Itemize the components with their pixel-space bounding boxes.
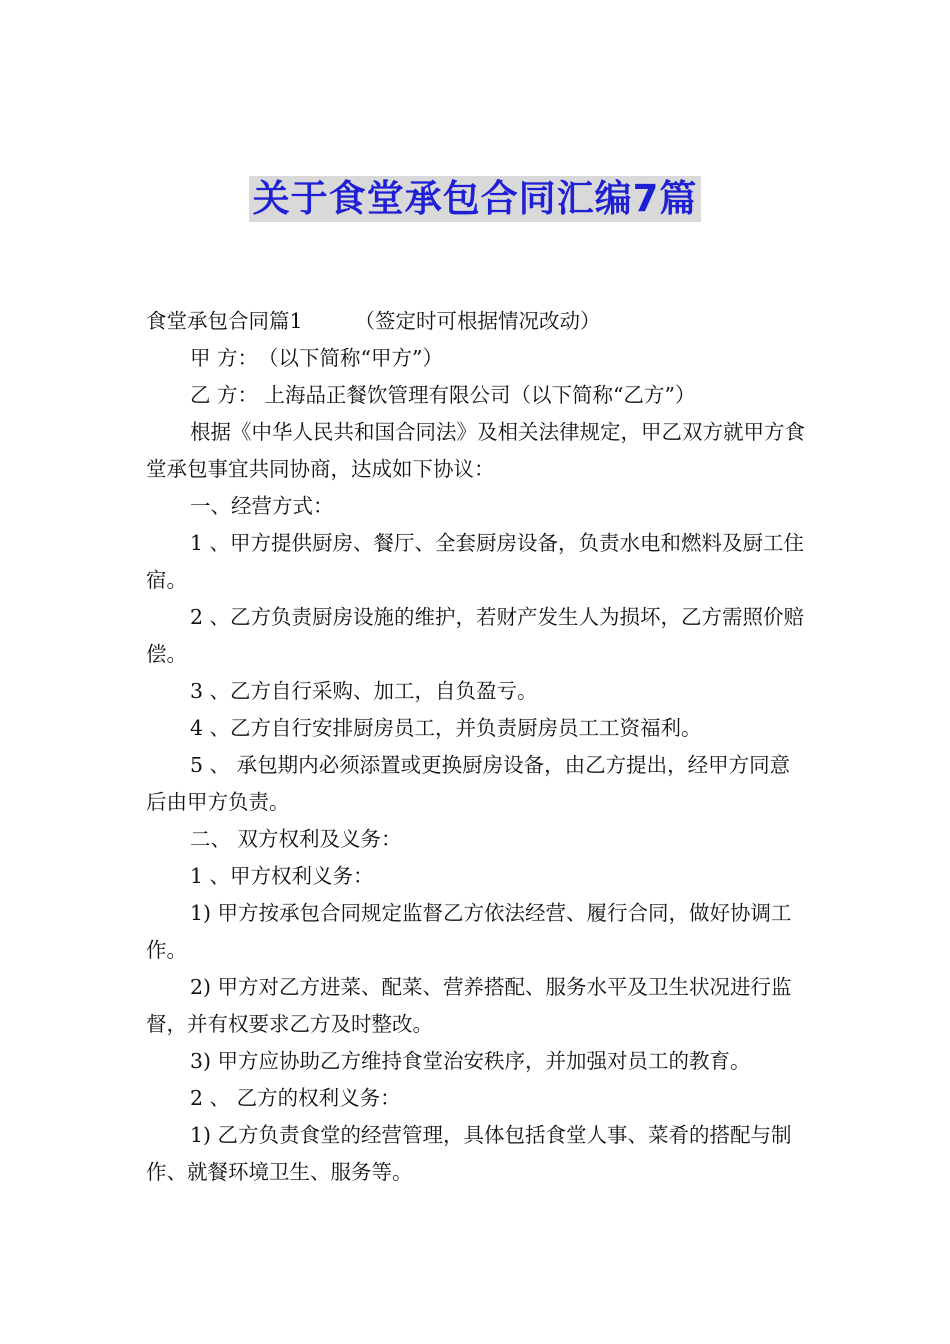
document-title: [0, 176, 950, 222]
clause-1-1: 1 、甲方提供厨房、餐厅、全套厨房设备，负责水电和燃料及厨工住宿。: [146, 531, 805, 592]
clause-a-2: 2) 甲方对乙方进菜、配菜、营养搭配、服务水平及卫生状况进行监督，并有权要求乙方及时整改。: [146, 975, 792, 1036]
clause-1-5: 5 、 承包期内必须添置或更换厨房设备，由乙方提出，经甲方同意后由甲方负责。: [146, 753, 791, 814]
clause-b-1: 1) 乙方负责食堂的经营管理，具体包括食堂人事、菜肴的搭配与制作、就餐环境卫生、服务等。: [146, 1123, 792, 1184]
section-heading-operation: 一、经营方式：: [190, 494, 334, 518]
clause-1-4: 4 、乙方自行安排厨房员工，并负责厨房员工工资福利。: [190, 716, 702, 740]
subsection-party-b: 2 、 乙方的权利义务：: [190, 1086, 401, 1110]
clause-1-3: 3 、乙方自行采购、加工，自负盈亏。: [190, 679, 538, 703]
contract-heading-label: 食堂承包合同篇1: [146, 309, 303, 333]
contract-heading: [146, 303, 810, 340]
subsection-party-a: 1 、甲方权利义务：: [190, 864, 374, 888]
contract-heading-note: （签定时可根据情况改动）: [354, 309, 601, 333]
clause-a-3: 3) 甲方应协助乙方维持食堂治安秩序，并加强对员工的教育。: [190, 1049, 751, 1073]
party-a-line: 甲 方： （以下简称“甲方”）: [190, 346, 443, 370]
party-b-line: 乙 方： 上海品正餐饮管理有限公司（以下简称“乙方”）: [190, 383, 696, 407]
section-heading-rights: 二、 双方权利及义务：: [190, 827, 402, 851]
clause-a-1: 1) 甲方按承包合同规定监督乙方依法经营、履行合同，做好协调工作。: [146, 901, 792, 962]
clause-1-2: 2 、乙方负责厨房设施的维护，若财产发生人为损坏，乙方需照价赔偿。: [146, 605, 805, 666]
preamble-paragraph: 根据《中华人民共和国合同法》及相关法律规定，甲乙双方就甲方食堂承包事宜共同协商，达成如下协议：: [146, 420, 805, 481]
document-body: [146, 303, 810, 1191]
document-title-text: 关于食堂承包合同汇编7篇: [249, 176, 702, 222]
